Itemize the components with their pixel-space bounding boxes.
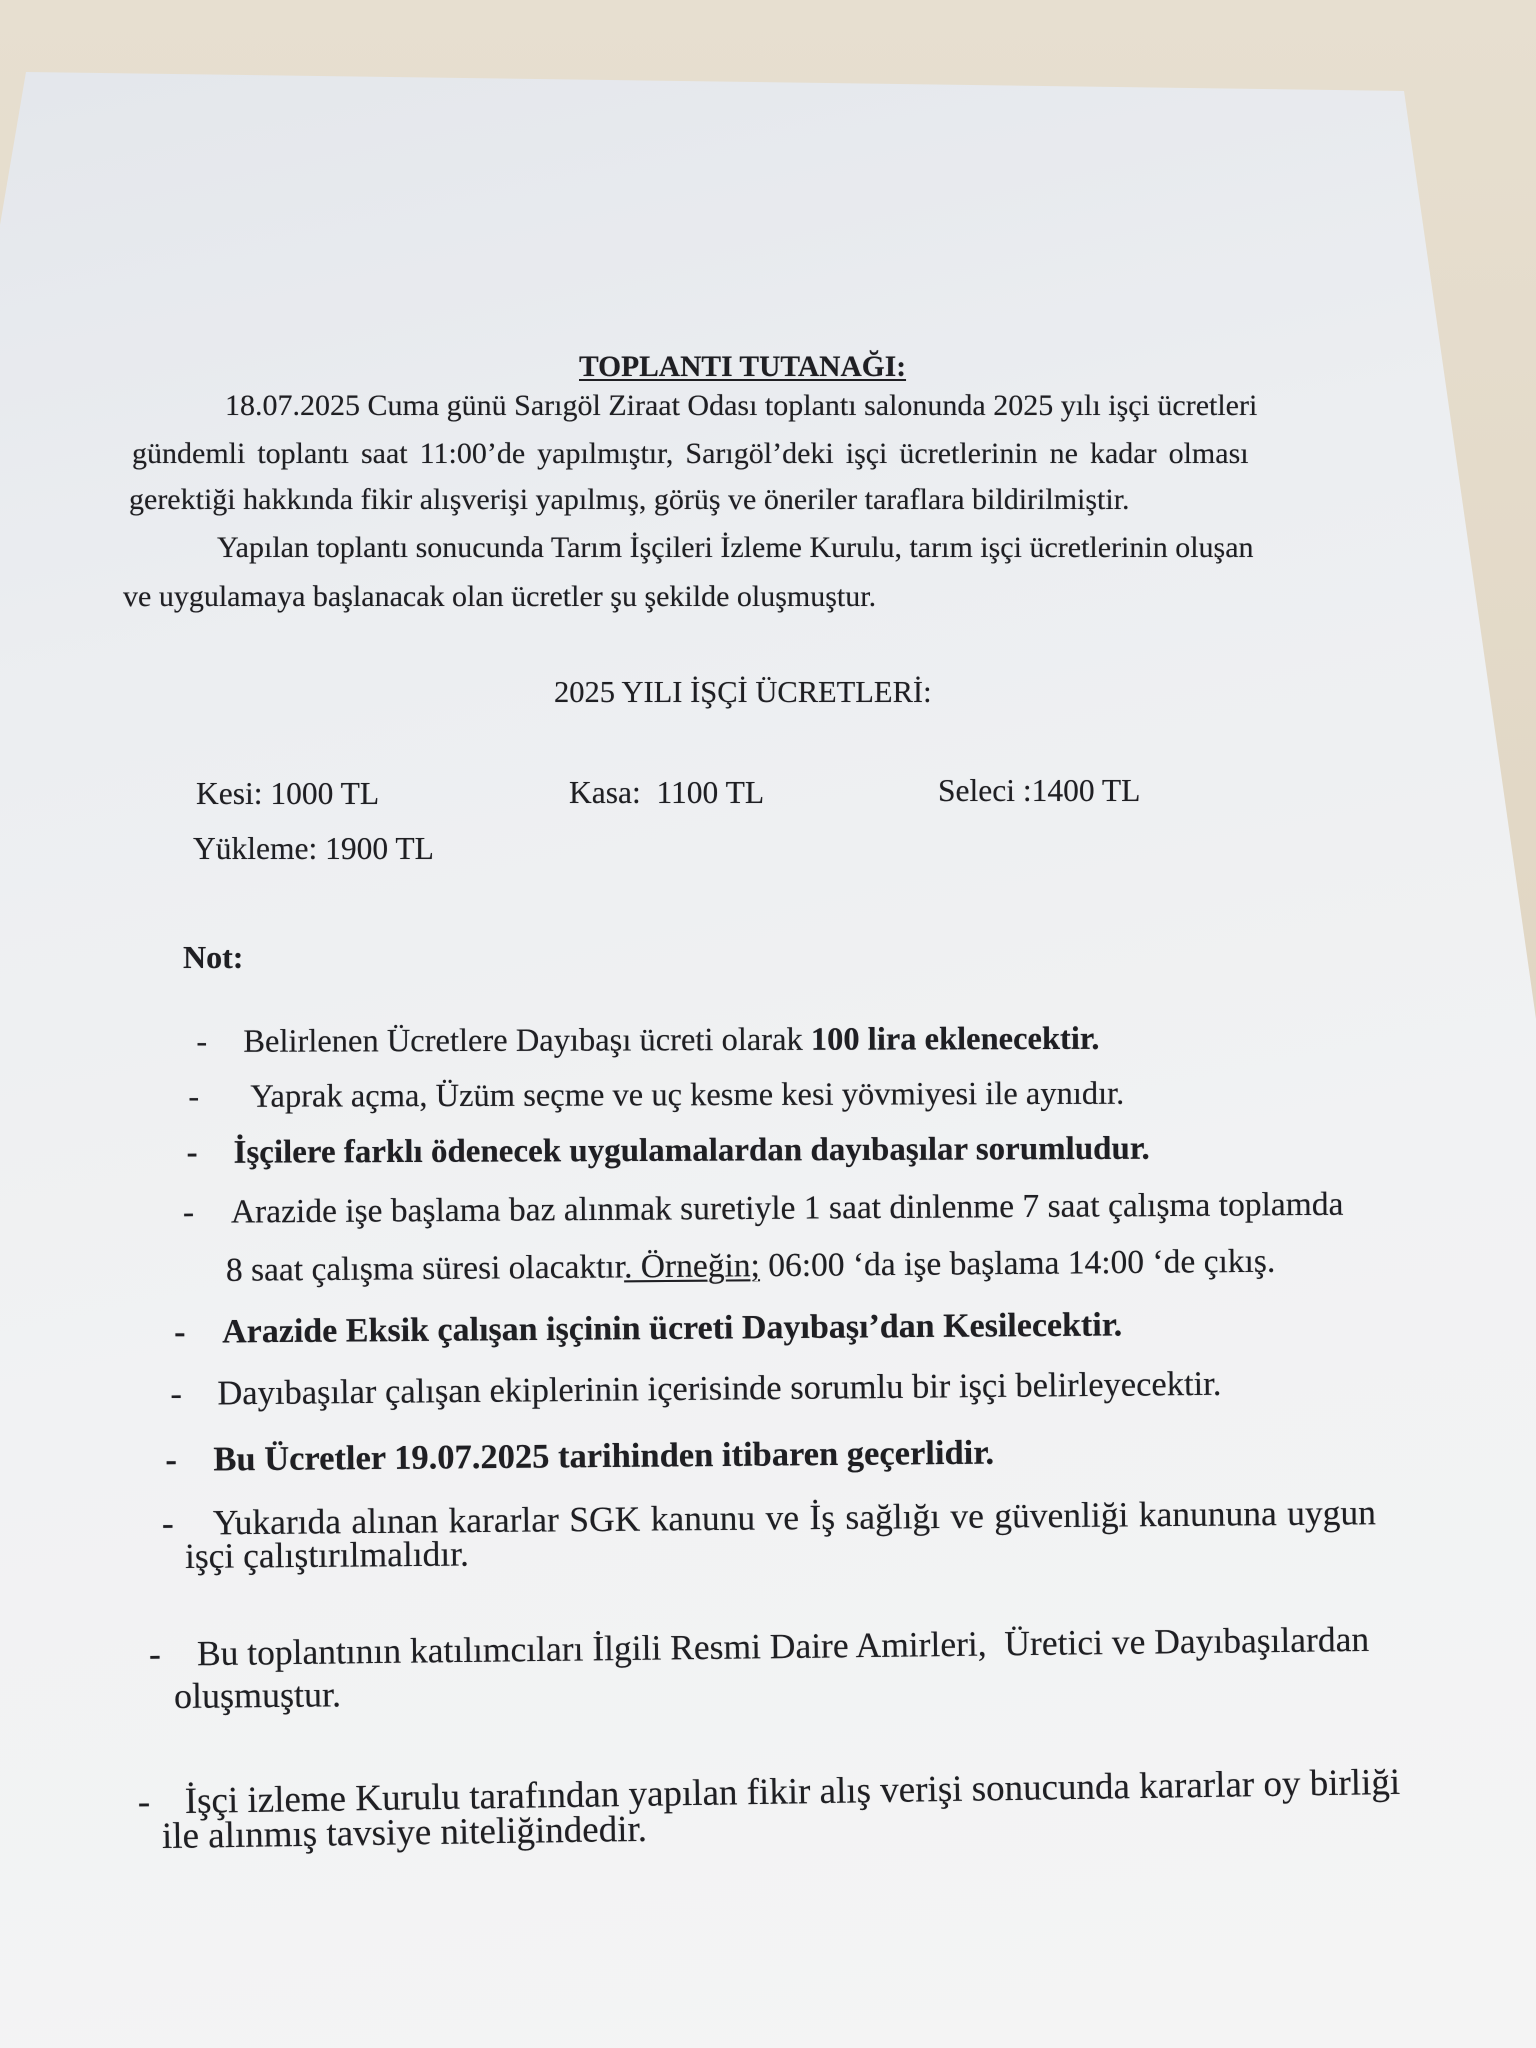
paragraph-1-line-1: 18.07.2025 Cuma günü Sarıgöl Ziraat Odası toplantı salonunda 2025 yılı işçi ücretleri [225, 389, 1258, 422]
note-item-7-text: Bu Ücretler 19.07.2025 tarihinden itibaren geçerlidir. [213, 1433, 995, 1478]
document-title: TOPLANTI TUTANAĞI: [579, 351, 907, 383]
wage-yukleme: Yükleme: 1900 TL [193, 831, 434, 866]
note-item-4-text-1: Arazide işe başlama baz alınmak suretiyle 1 saat dinlenme 7 saat çalışma toplamda [230, 1185, 1344, 1231]
wages-heading: 2025 YILI İŞÇİ ÜCRETLERİ: [554, 675, 932, 709]
note-item-8-line-2: işçi çalıştırılmalıdır. [184, 1533, 470, 1576]
bullet-dash: - [196, 1023, 208, 1060]
note-item-4-text-2: 8 saat çalışma süresi olacaktır [225, 1247, 625, 1289]
bullet-dash: - [186, 1134, 198, 1171]
note-item-10-text-1: İşçi izleme Kurulu tarafından yapılan fikir alış verişi sonucunda kararlar oy birliği [184, 1761, 1401, 1822]
note-item-3-text: İşçilere farklı ödenecek uygulamalardan dayıbaşılar sorumludur. [233, 1130, 1150, 1171]
note-item-6 [153, 1332, 1222, 1411]
note-item-9-text-1: Bu toplantının katılımcıları İlgili Resmi Daire Amirleri, Üretici ve Dayıbaşılardan [196, 1618, 1370, 1673]
bullet-dash: - [170, 1374, 183, 1413]
note-item-6-text: Dayıbaşılar çalışan ekiplerinin içerisinde sorumlu bir işçi belirleyecektir. [217, 1364, 1222, 1412]
bullet-dash: - [165, 1440, 178, 1479]
note-item-1-emphasis: 100 lira eklenecektir. [810, 1020, 1100, 1058]
example-label: . Örneğin; [623, 1246, 761, 1285]
wage-kasa: Kasa: 1100 TL [569, 775, 765, 810]
note-item-8-text-1: Yukarıda alınan kararlar SGK kanunu ve İş sağlığı ve güvenliği kanununa uygun [212, 1491, 1377, 1542]
bullet-dash: - [148, 1633, 162, 1674]
note-item-5-text: Arazide Eksik çalışan işçinin ücreti Dayıbaşı’dan Kesilecektir. [221, 1306, 1123, 1351]
note-item-9-line-1 [131, 1586, 1370, 1672]
bullet-dash: - [173, 1313, 186, 1351]
bullet-dash: - [188, 1078, 200, 1115]
bullet-dash: - [161, 1502, 174, 1543]
note-item-9-line-2: oluşmuştur. [173, 1674, 342, 1716]
wage-kesi: Kesi: 1000 TL [196, 776, 380, 811]
note-item-10-line-2: ile alınmış tavsiye niteliğindedir. [161, 1808, 648, 1857]
paragraph-1-line-2: gündemli toplantı saat 11:00’de yapılmıştır, Sarıgöl’deki işçi ücretlerinin ne kadar olması [132, 437, 1249, 470]
note-item-1-text: Belirlenen Ücretlere Dayıbaşı ücreti olarak [243, 1021, 811, 1060]
note-item-4-text-3: 06:00 ‘da işe başlama 14:00 ‘de çıkış. [759, 1242, 1276, 1284]
wage-seleci: Seleci :1400 TL [938, 773, 1141, 808]
paragraph-2-line-1: Yapılan toplantı sonucunda Tarım İşçileri İzleme Kurulu, tarım işçi ücretlerinin oluşan [217, 531, 1254, 564]
paragraph-2-line-2: ve uygulamaya başlanacak olan ücretler şu şekilde oluşmuştur. [123, 580, 877, 613]
notes-label: Not: [183, 939, 244, 975]
note-item-8-line-1 [141, 1459, 1376, 1541]
paragraph-1-line-3: gerektiği hakkında fikir alışverişi yapılmış, görüş ve öneriler taraflara bildirilmiştir. [129, 483, 1130, 516]
bullet-dash: - [182, 1193, 195, 1231]
bullet-dash: - [137, 1781, 151, 1823]
note-item-2-text: Yaprak açma, Üzüm seçme ve uç kesme kesi yövmiyesi ile aynıdır. [250, 1075, 1125, 1115]
